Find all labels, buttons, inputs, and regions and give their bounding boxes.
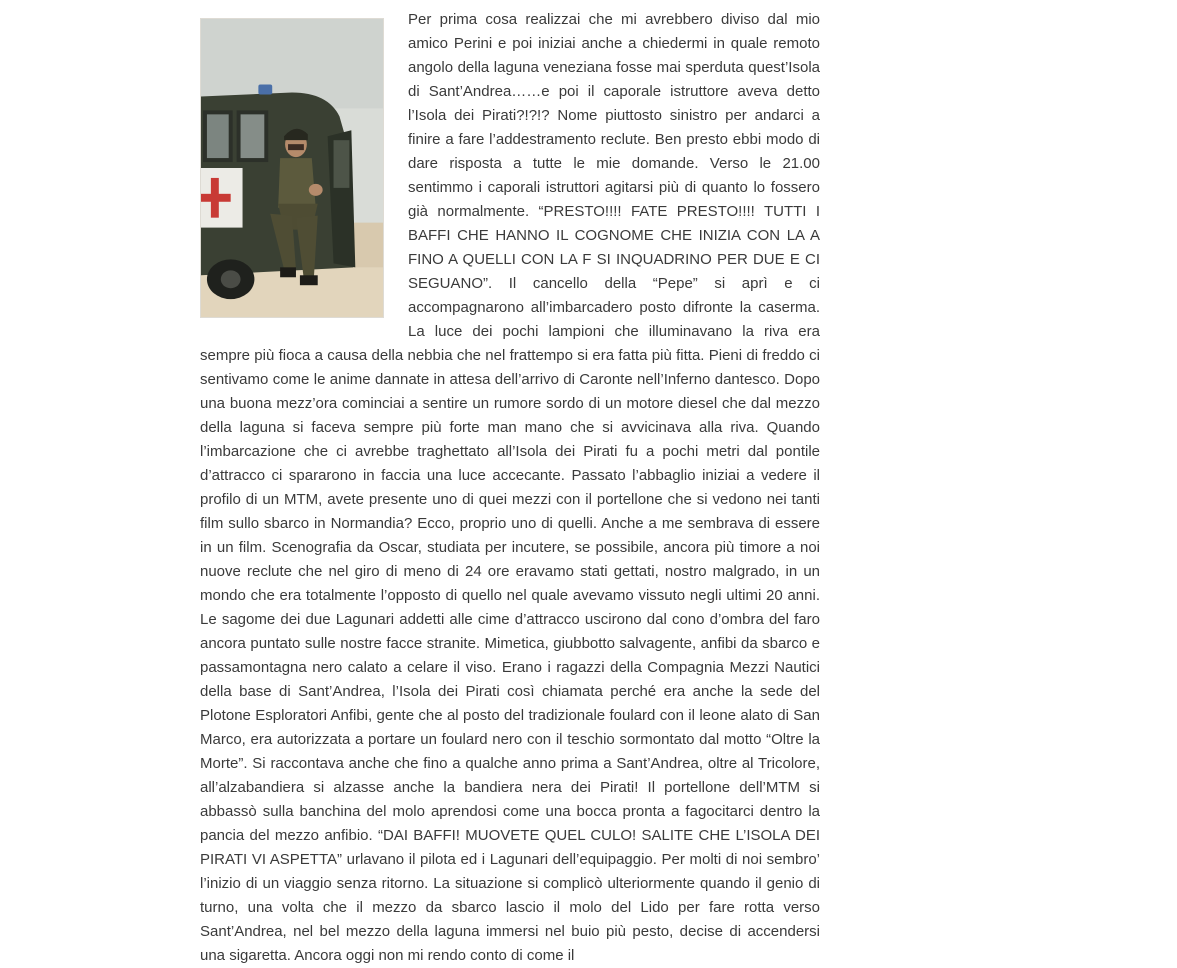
soldier-ambulance-photo (201, 19, 383, 317)
article-paragraph: Per prima cosa realizzai che mi avrebbero diviso dal mio amico Perini e poi iniziai anche a chiedermi in quale remoto angolo della laguna veneziana fosse mai sperduta quest’Isola di Sant’Andrea……e poi il caporale istruttore aveva detto l’Isola dei Pirati?!?!? Nome piuttosto sinistro per andarci a finire a fare l’addestramento reclute. Ben presto ebbi modo di dare risposta a tutte le mie domande. Verso le 21.00 sentimmo i caporali istruttori agitarsi più di quanto lo fossero già normalmente. “PRESTO!!!! FATE PRESTO!!!! TUTTI I BAFFI CHE HANNO IL COGNOME CHE INIZIA CON LA A FINO A QUELLI CON LA F SI INQUADRINO PER DUE E CI SEGUANO”. Il cancello della “Pepe” si aprì e ci accompagnarono all’imbarcadero posto difronte la caserma. La luce dei pochi lampioni che illuminavano la riva era sempre più fioca a causa della nebbia che nel frattempo si era fatta più fitta. Pieni di freddo ci sentivamo come le anime dannate in attesa dell’arrivo di Caronte nell’Inferno dantesco. Dopo una buona mezz’ora cominciai a sentire un rumore sordo di un motore diesel che dal mezzo della laguna si faceva sempre più forte man mano che si avvicinava alla riva. Quando l’imbarcazione che ci avrebbe traghettato all’Isola dei Pirati fu a pochi metri dal pontile d’attracco ci spararono in faccia una luce accecante. Passato l’abbaglio iniziai a vedere il profilo di un MTM, avete presente uno di quei mezzi con il portellone che si vedono nei tanti film sullo sbarco in Normandia? Ecco, proprio uno di quelli. Anche a me sembrava di essere in un film. Scenografia da Oscar, studiata per incutere, se possibile, ancora più timore a noi nuove reclute che nel giro di meno di 24 ore eravamo stati gettati, nostro malgrado, in un mondo che era totalmente l’opposto di quello nel quale avevamo vissuto negli ultimi 20 anni. Le sagome dei due Lagunari addetti alle cime d’attracco uscirono dal cono d’ombra del faro ancora puntato sulle nostre facce stranite. Mimetica, giubbotto salvagente, anfibi da sbarco e passamontagna nero calato a celare il viso. Erano i ragazzi della Compagnia Mezzi Nautici della base di Sant’Andrea, l’Isola dei Pirati così chiamata perché era anche la sede del Plotone Esploratori Anfibi, gente che al posto del tradizionale foulard con il leone alato di San Marco, era autorizzata a portare un foulard nero con il teschio sormontato dal motto “Oltre la Morte”. Si raccontava anche che fino a qualche anno prima a Sant’Andrea, oltre al Tricolore, all’alzabandiera si alzasse anche la bandiera nera dei Pirati! Il portellone dell’MTM si abbassò sulla banchina del molo aprendosi come una bocca pronta a fagocitarci dentro la pancia del mezzo anfibio. “DAI BAFFI! MUOVETE QUEL CULO! SALITE CHE L’ISOLA DEI PIRATI VI ASPETTA” urlavano il pilota ed i Lagunari dell’equipaggio. Per molti di noi sembro’ l’inizio di un viaggio senza ritorno. La situazione si complicò ulteriormente quando il genio di turno, una volta che il mezzo da sbarco lascio il molo del Lido per fare rotta verso Sant’Andrea, nel bel mezzo della laguna immersi nel buio più pesto, decise di accendersi una sigaretta. Ancora oggi non mi rendo conto di come il (200, 11, 820, 964)
article-photo (200, 18, 384, 318)
article-body (200, 8, 820, 968)
